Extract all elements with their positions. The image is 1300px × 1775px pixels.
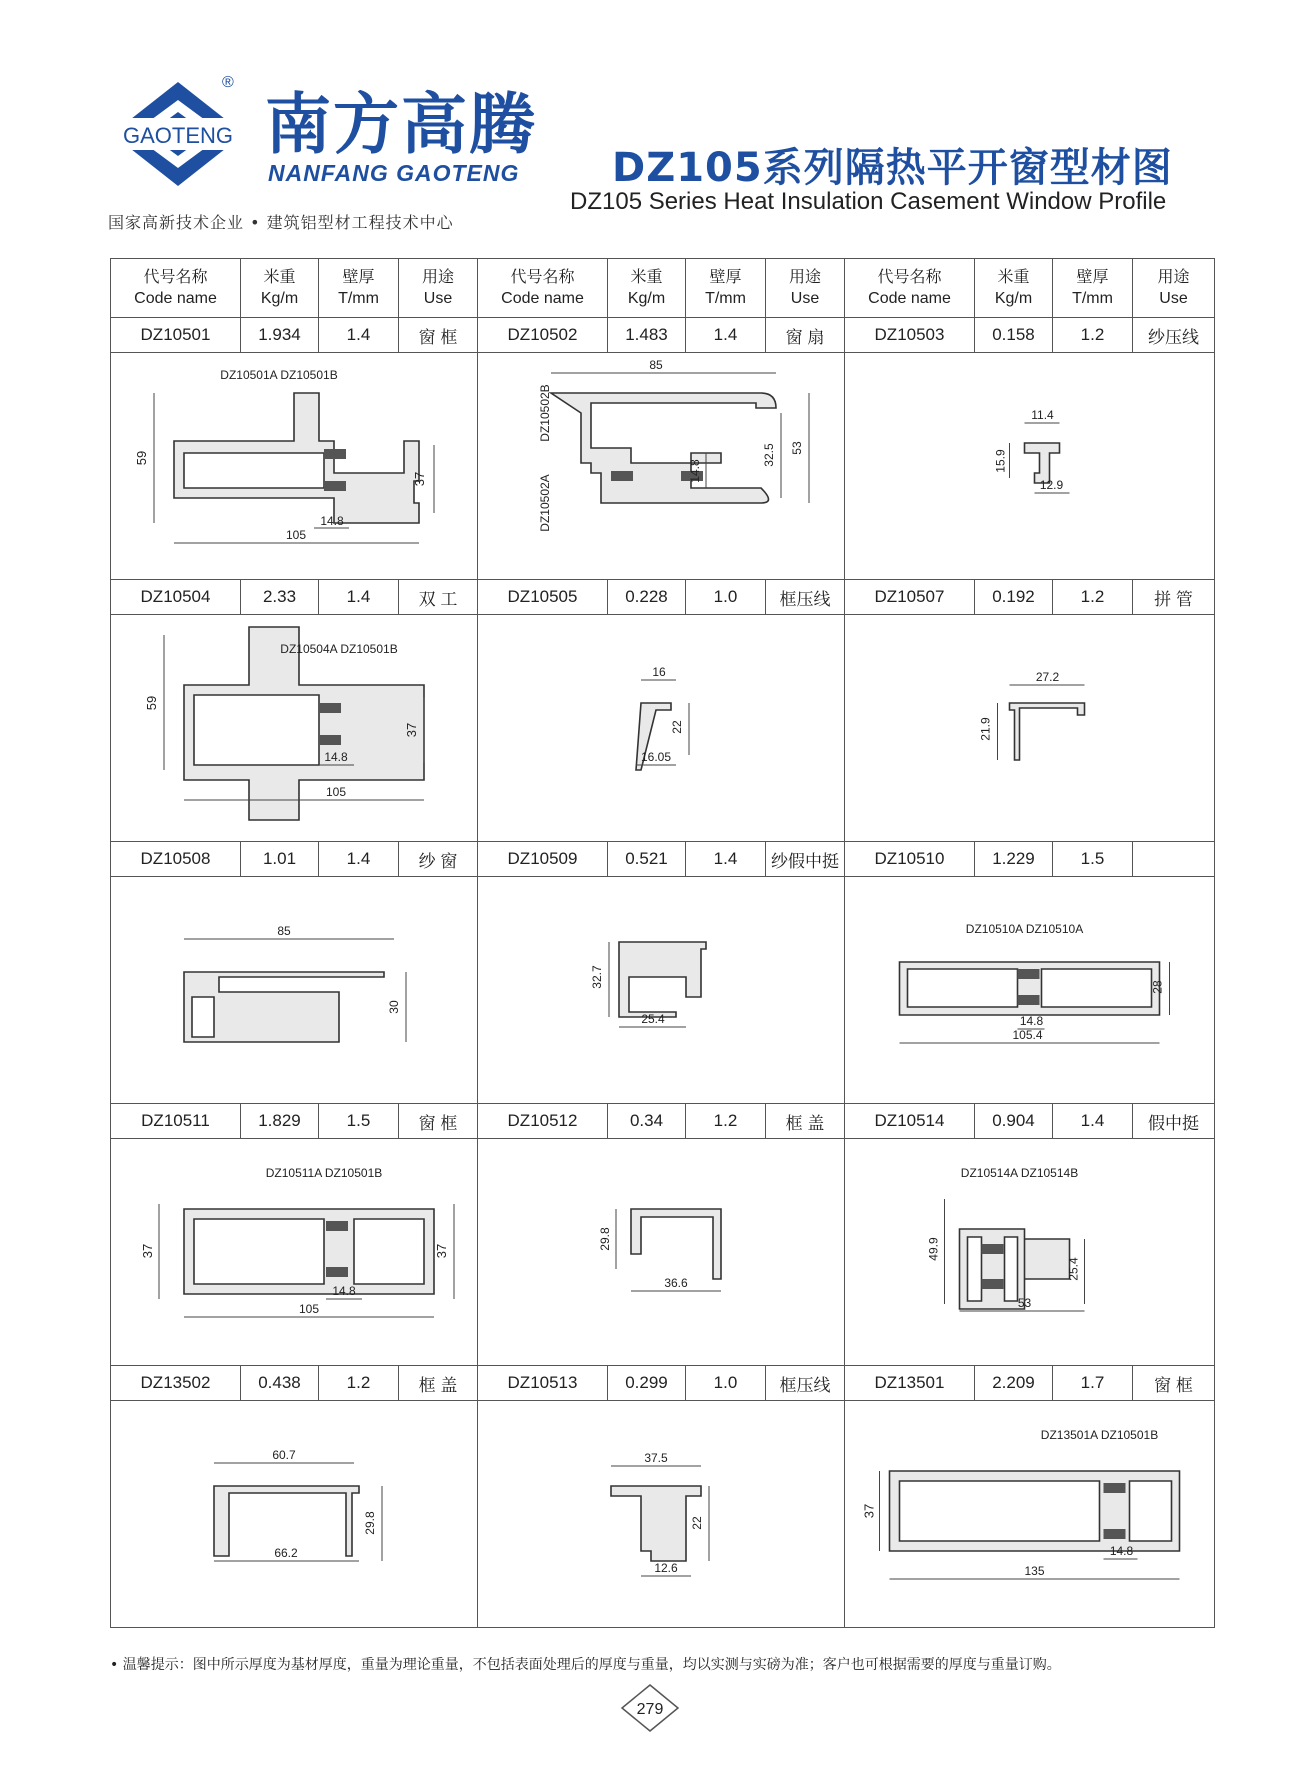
profile-use: 双 工 (399, 580, 478, 615)
profile-drawing (845, 877, 1214, 1103)
dimension-label: 32.7 (590, 965, 604, 989)
dimension-label: 32.5 (762, 443, 776, 467)
profile-drawing-row (111, 615, 1215, 842)
profile-drawing (111, 1139, 477, 1365)
header-use: 用途 Use (766, 259, 845, 318)
profile-code: DZ10508 (111, 842, 241, 877)
dimension-label: 105 (285, 528, 307, 542)
profile-thickness: 1.4 (319, 318, 399, 353)
profile-weight: 0.192 (975, 580, 1053, 615)
header-thickness: 壁厚 T/mm (686, 259, 766, 318)
profile-thickness: 1.2 (686, 1104, 766, 1139)
profile-drawing-cell (111, 1401, 478, 1628)
profile-drawing-cell (845, 353, 1215, 580)
dimension-label: 37 (140, 1243, 155, 1259)
thermal-break (319, 735, 341, 745)
profile-code: DZ10509 (478, 842, 608, 877)
dimension-label: 29.8 (598, 1227, 612, 1251)
gaoteng-logo (108, 78, 248, 190)
dimension-label: 49.9 (926, 1237, 941, 1261)
profile-thickness: 1.0 (686, 580, 766, 615)
dimension-label: 53 (1017, 1296, 1032, 1310)
profile-drawing-cell (111, 1139, 478, 1366)
dimension-label: 135 (1024, 1564, 1045, 1578)
profile-info-row (111, 1366, 1215, 1401)
brand-name-en: NANFANG GAOTENG (268, 160, 520, 186)
profile-drawing-cell (478, 353, 845, 580)
profile-weight: 1.934 (241, 318, 319, 353)
thermal-break (982, 1279, 1004, 1289)
dimension-label: 85 (277, 924, 291, 938)
header-code: 代号名称 Code name (845, 259, 975, 318)
dimension-label: 60.7 (272, 1448, 296, 1462)
profile-use: 框压线 (766, 580, 845, 615)
profile-code: DZ10513 (478, 1366, 608, 1401)
profile-shape (551, 393, 776, 503)
profile-code: DZ10502 (478, 318, 608, 353)
page-title-en: DZ105 Series Heat Insulation Casement Window Profile (570, 188, 1167, 215)
profile-drawing-cell (845, 615, 1215, 842)
profile-thickness: 1.0 (686, 1366, 766, 1401)
profile-code: DZ10511 (111, 1104, 241, 1139)
profile-weight: 1.01 (241, 842, 319, 877)
profile-drawing (478, 1139, 844, 1365)
profile-drawing-row (111, 1401, 1215, 1628)
profile-info-row (111, 318, 1215, 353)
dimension-label: 25.4 (641, 1012, 665, 1026)
profile-table (110, 258, 1215, 1628)
dimension-label: 27.2 (1035, 670, 1060, 684)
profile-use: 纱 窗 (399, 842, 478, 877)
thermal-break (982, 1244, 1004, 1254)
logo-text: GAOTENG (122, 123, 234, 148)
dimension-label: 21.9 (978, 717, 993, 741)
profile-drawing-row (111, 353, 1215, 580)
profile-drawing (845, 1139, 1214, 1365)
profile-code: DZ13502 (111, 1366, 241, 1401)
profile-drawing (111, 353, 477, 579)
profile-drawing (845, 1401, 1214, 1627)
profile-weight: 2.209 (975, 1366, 1053, 1401)
dimension-label: 25.4 (1066, 1257, 1081, 1281)
header-thickness: 壁厚 T/mm (319, 259, 399, 318)
profile-weight: 0.299 (608, 1366, 686, 1401)
page-title-cn: DZ105系列隔热平开窗型材图 (612, 145, 1173, 191)
profile-drawing-cell (478, 877, 845, 1104)
dimension-label: DZ10504A DZ10501B (280, 642, 398, 656)
profile-drawing (478, 615, 844, 841)
header-weight: 米重 Kg/m (608, 259, 686, 318)
dimension-label: DZ13501A DZ10501B (1040, 1428, 1159, 1442)
profile-code: DZ10514 (845, 1104, 975, 1139)
profile-use: 纱假中挺 (766, 842, 845, 877)
profile-drawing-cell (845, 877, 1215, 1104)
header-thickness: 壁厚 T/mm (1053, 259, 1133, 318)
profile-use: 窗 框 (1133, 1366, 1215, 1401)
dimension-label: 30 (387, 1000, 401, 1014)
profile-drawing-cell (478, 1139, 845, 1366)
profile-thickness: 1.4 (686, 842, 766, 877)
profile-drawing-cell (111, 877, 478, 1104)
profile-thickness: 1.2 (1053, 580, 1133, 615)
profile-drawing-cell (111, 353, 478, 580)
dimension-label: DZ10502B (538, 384, 552, 442)
dimension-label: DZ10510A DZ10510A (965, 922, 1084, 936)
dimension-label: 105 (298, 1302, 320, 1316)
thermal-break (1018, 995, 1040, 1005)
dimension-label: 105.4 (1012, 1028, 1043, 1042)
profile-shape (619, 942, 706, 1017)
profile-weight: 1.229 (975, 842, 1053, 877)
dimension-label: DZ10502A (538, 474, 552, 532)
profile-weight: 0.158 (975, 318, 1053, 353)
profile-shape (1025, 443, 1060, 483)
profile-drawing-cell (845, 1401, 1215, 1628)
dimension-label: 29.8 (363, 1511, 377, 1535)
dimension-label: 14.8 (320, 514, 344, 528)
dimension-label: 14.8 (324, 750, 348, 764)
dimension-label: 22 (690, 1516, 704, 1530)
profile-shape (611, 1486, 701, 1561)
header-use: 用途 Use (399, 259, 478, 318)
profile-use: 窗 扇 (766, 318, 845, 353)
profile-shape (960, 1229, 1070, 1309)
profile-use: 假中挺 (1133, 1104, 1215, 1139)
header-code: 代号名称 Code name (478, 259, 608, 318)
dimension-label: 66.2 (274, 1546, 298, 1560)
profile-drawing (111, 877, 477, 1103)
profile-use: 框压线 (766, 1366, 845, 1401)
profile-thickness: 1.2 (1053, 318, 1133, 353)
profile-drawing-row (111, 1139, 1215, 1366)
profile-use (1133, 842, 1215, 877)
dimension-label: 14.8 (1019, 1014, 1044, 1028)
page-number-badge (620, 1683, 680, 1733)
profile-thickness: 1.4 (319, 842, 399, 877)
profile-thickness: 1.4 (686, 318, 766, 353)
profile-thickness: 1.5 (319, 1104, 399, 1139)
dimension-label: 28 (1150, 980, 1165, 994)
dimension-label: 37 (404, 722, 419, 738)
dimension-label: 37 (861, 1503, 877, 1519)
dimension-label: 14.8 (1109, 1544, 1134, 1558)
registered-mark: ® (222, 74, 234, 91)
profile-code: DZ10504 (111, 580, 241, 615)
profile-drawing (478, 877, 844, 1103)
profile-shape (174, 393, 419, 523)
dimension-label: 12.6 (654, 1561, 678, 1575)
profile-use: 窗 框 (399, 1104, 478, 1139)
dimension-label: 59 (134, 450, 149, 466)
thermal-break (324, 449, 346, 459)
profile-drawing-cell (478, 1401, 845, 1628)
dimension-label: 22 (670, 720, 684, 734)
profile-code: DZ10501 (111, 318, 241, 353)
profile-thickness: 1.4 (319, 580, 399, 615)
profile-weight: 0.521 (608, 842, 686, 877)
thermal-break (324, 481, 346, 491)
page-number: 279 (636, 1701, 664, 1718)
dimension-label: DZ10511A DZ10501B (265, 1166, 383, 1180)
profile-thickness: 1.2 (319, 1366, 399, 1401)
thermal-break (611, 471, 633, 481)
profile-drawing-row (111, 877, 1215, 1104)
profile-use: 框 盖 (766, 1104, 845, 1139)
dimension-label: 12.9 (1039, 478, 1064, 492)
profile-thickness: 1.5 (1053, 842, 1133, 877)
dimension-label: 15.9 (993, 449, 1008, 473)
dimension-label: 14.8 (332, 1284, 356, 1298)
profile-shape (184, 1209, 434, 1294)
profile-drawing (478, 353, 844, 579)
profile-drawing (111, 615, 477, 841)
profile-use: 纱压线 (1133, 318, 1215, 353)
thermal-break (1104, 1529, 1126, 1539)
dimension-label: 37.5 (644, 1451, 668, 1465)
dimension-label: 11.4 (1031, 408, 1054, 422)
dimension-label: 14.8 (688, 459, 702, 483)
brand-name-cn: 南方高腾 (265, 86, 537, 163)
profile-weight: 2.33 (241, 580, 319, 615)
profile-info-row (111, 842, 1215, 877)
dimension-label: 37 (434, 1243, 449, 1259)
tagline: 国家高新技术企业 • 建筑铝型材工程技术中心 (108, 213, 454, 232)
dimension-label: 16 (652, 665, 666, 679)
profile-weight: 0.438 (241, 1366, 319, 1401)
profile-code: DZ10505 (478, 580, 608, 615)
profile-drawing (845, 615, 1214, 841)
profile-drawing (478, 1401, 844, 1627)
profile-code: DZ10503 (845, 318, 975, 353)
profile-code: DZ10510 (845, 842, 975, 877)
table-header-row (111, 259, 1215, 318)
profile-shape (890, 1471, 1180, 1551)
profile-weight: 0.228 (608, 580, 686, 615)
profile-drawing-cell (845, 1139, 1215, 1366)
dimension-label: 36.6 (664, 1276, 688, 1290)
footer-note: • 温馨提示：图中所示厚度为基材厚度，重量为理论重量，不包括表面处理后的厚度与重量，均以实测与实磅为准；客户也可根据需要的厚度与重量订购。 (110, 1657, 1061, 1673)
profile-drawing-cell (111, 615, 478, 842)
profile-shape (184, 972, 384, 1042)
profile-code: DZ10507 (845, 580, 975, 615)
profile-use: 拼 管 (1133, 580, 1215, 615)
profile-code: DZ10512 (478, 1104, 608, 1139)
thermal-break (326, 1267, 348, 1277)
header-use: 用途 Use (1133, 259, 1215, 318)
profile-drawing (845, 353, 1214, 579)
profile-drawing-cell (478, 615, 845, 842)
dimension-label: 37 (412, 471, 427, 487)
header-code: 代号名称 Code name (111, 259, 241, 318)
profile-use: 窗 框 (399, 318, 478, 353)
dimension-label: 59 (144, 695, 159, 711)
header-weight: 米重 Kg/m (241, 259, 319, 318)
thermal-break (319, 703, 341, 713)
profile-weight: 1.829 (241, 1104, 319, 1139)
profile-info-row (111, 1104, 1215, 1139)
thermal-break (1018, 969, 1040, 979)
profile-shape (631, 1209, 721, 1279)
profile-code: DZ13501 (845, 1366, 975, 1401)
profile-weight: 0.904 (975, 1104, 1053, 1139)
profile-use: 框 盖 (399, 1366, 478, 1401)
profile-weight: 0.34 (608, 1104, 686, 1139)
profile-weight: 1.483 (608, 318, 686, 353)
dimension-label: DZ10514A DZ10514B (960, 1166, 1079, 1180)
dimension-label: 85 (649, 358, 663, 372)
dimension-label: DZ10501A DZ10501B (220, 368, 338, 382)
profile-info-row (111, 580, 1215, 615)
dimension-label: 53 (790, 441, 804, 455)
profile-shape (1010, 703, 1085, 760)
profile-drawing (111, 1401, 477, 1627)
thermal-break (326, 1221, 348, 1231)
thermal-break (1104, 1483, 1126, 1493)
header-weight: 米重 Kg/m (975, 259, 1053, 318)
dimension-label: 16.05 (640, 750, 672, 764)
dimension-label: 105 (325, 785, 347, 799)
profile-thickness: 1.4 (1053, 1104, 1133, 1139)
profile-thickness: 1.7 (1053, 1366, 1133, 1401)
